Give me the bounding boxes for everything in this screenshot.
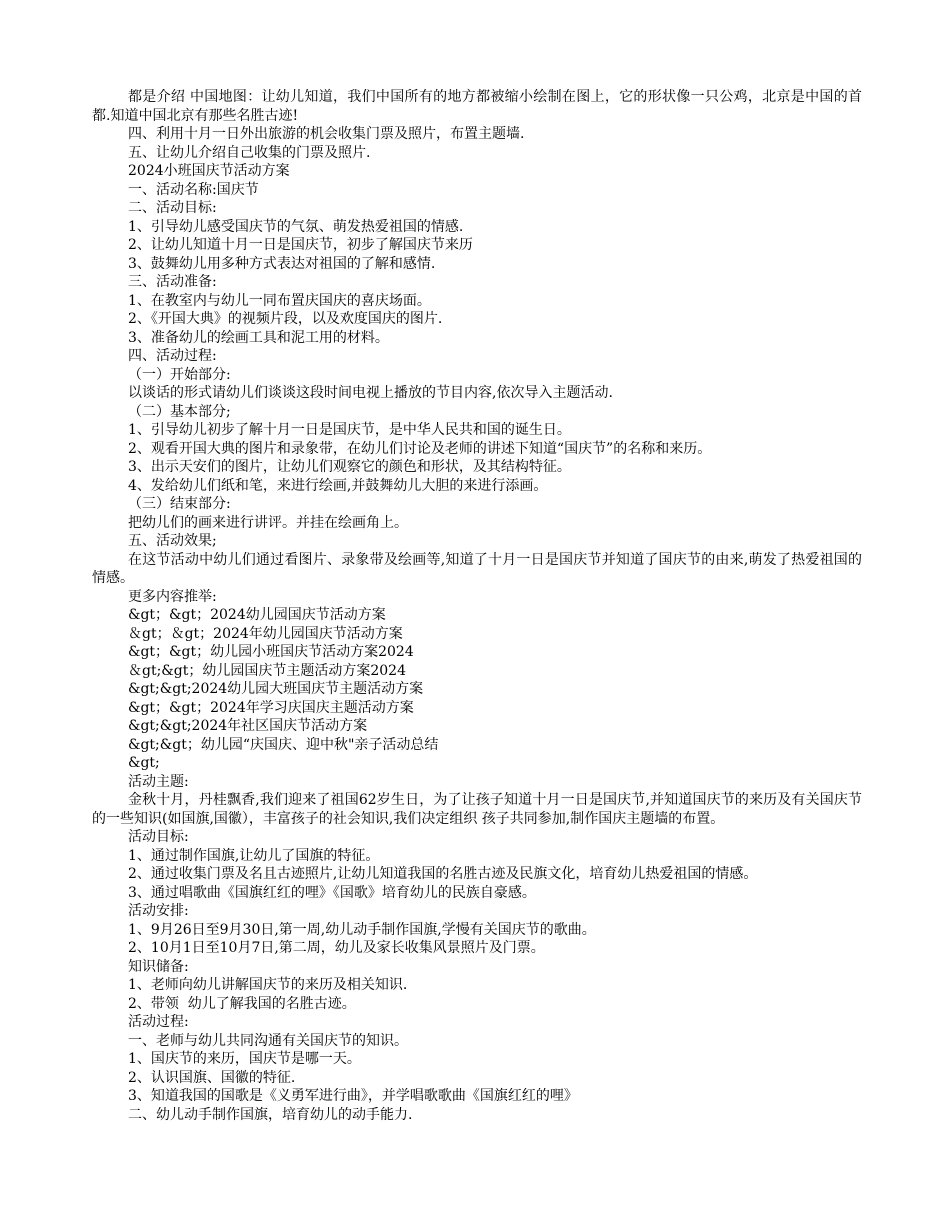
text-line: 3、准备幼儿的绘画工具和泥工用的材料。: [128, 329, 389, 346]
text-line: 1、在教室内与幼儿一同布置庆国庆的喜庆场面。: [128, 292, 431, 309]
text-line: （一）开始部分:: [128, 366, 231, 383]
text-line: 2、观看开国大典的图片和录象带，在幼儿们讨论及老师的讲述下知道“国庆节”的名称和来历。: [128, 440, 712, 457]
text-line: 以谈话的形式请幼儿们谈谈这段时间电视上播放的节目内容,依次导入主题活动.: [128, 385, 613, 401]
text-line: 2、让幼儿知道十月一日是国庆节，初步了解国庆节来历: [128, 237, 473, 253]
text-line: 四、利用十月一日外出旅游的机会收集门票及照片，布置主题墙.: [128, 126, 525, 142]
text-line: 活动安排:: [128, 903, 189, 919]
text-line: 1、9月26日至9月30日,第一周,幼儿动手制作国旗,学慢有关国庆节的歌曲。: [128, 921, 596, 938]
text-line: &gt;&gt;2024幼儿园大班国庆节主题活动方案: [128, 681, 424, 697]
text-line: 二、活动目标:: [128, 200, 217, 216]
text-line: ＆gt;&gt；幼儿园国庆节主题活动方案2024: [128, 662, 406, 679]
text-line: &gt;&gt；幼儿园“庆国庆、迎中秋"亲子活动总结: [128, 736, 439, 753]
text-line: &gt;&gt;2024年社区国庆节活动方案: [128, 718, 368, 734]
text-line: &gt；&gt；2024幼儿园国庆节活动方案: [128, 607, 386, 623]
text-line: 三、活动准备:: [128, 274, 217, 290]
text-line: 活动目标:: [128, 829, 189, 845]
text-line: 4、发给幼儿们纸和笔，来进行绘画,并鼓舞幼儿大胆的来进行添画。: [128, 477, 548, 494]
text-line: 1、老师向幼儿讲解国庆节的来历及相关知识.: [128, 977, 408, 993]
text-line: 活动过程:: [128, 1014, 189, 1030]
text-line: 五、让幼儿介绍自己收集的门票及照片.: [128, 144, 371, 161]
text-line: ＆gt；＆gt；2024年幼儿园国庆节活动方案: [128, 625, 403, 642]
text-line: 2、认识国旗、国徽的特征.: [128, 1069, 296, 1086]
text-line: （二）基本部分;: [128, 403, 231, 420]
text-line: 更多内容推举:: [128, 588, 217, 605]
paragraph: 都是介绍 中国地图：让幼儿知道，我们中国所有的地方都被缩小绘制在图上，它的形状像一只公鸡，北京是中国的首都.知道中国北京有那些名胜古迹!: [92, 89, 862, 124]
document-body: [92, 88, 862, 1124]
paragraph: 在这节活动中幼儿们通过看图片、录象带及绘画等,知道了十月一日是国庆节并知道了国庆节的由来,萌发了热爱祖国的情感。: [92, 551, 862, 586]
text-line: 2、《开国大典》的视频片段，以及欢度国庆的图片.: [128, 311, 443, 327]
text-line: 3、知道我国的国歌是《义勇军进行曲》，并学唱歌歌曲《国旗红红的哩》: [128, 1088, 578, 1104]
text-line: 五、活动效果;: [128, 533, 217, 549]
text-line: 把幼儿们的画来进行讲评。并挂在绘画角上。: [128, 514, 408, 531]
text-line: 活动主题:: [128, 773, 189, 790]
text-line: 3、出示天安们的图片，让幼儿们观察它的颜色和形状，及其结构特征。: [128, 459, 571, 475]
text-line: 3、通过唱歌曲《国旗红红的哩》《国歌》培育幼儿的民族自豪感。: [128, 884, 536, 901]
text-line: 2024小班国庆节活动方案: [128, 163, 290, 179]
text-line: （三）结束部分:: [128, 496, 231, 512]
text-line: 知识储备:: [128, 958, 189, 975]
text-line: 四、活动过程:: [128, 348, 217, 364]
text-line: &gt;: [128, 755, 160, 771]
text-line: 一、活动名称:国庆节: [128, 181, 259, 198]
text-line: 二、幼儿动手制作国旗，培育幼儿的动手能力.: [128, 1106, 413, 1123]
text-line: 1、通过制作国旗,让幼儿了国旗的特征。: [128, 847, 380, 864]
text-line: 2、10月1日至10月7日,第二周，幼儿及家长收集风景照片及门票。: [128, 940, 545, 956]
text-line: 1、引导幼儿初步了解十月一日是国庆节，是中华人民共和国的诞生日。: [128, 422, 571, 438]
text-line: 2、通过收集门票及名且古迹照片,让幼儿知道我国的名胜古迹及民旗文化，培育幼儿热爱祖国的情感。: [128, 866, 758, 882]
text-line: 3、鼓舞幼儿用多种方式表达对祖国的了解和感情.: [128, 255, 436, 272]
text-line: 一、老师与幼儿共同沟通有关国庆节的知识。: [128, 1032, 408, 1049]
text-line: &gt；&gt；2024年学习庆国庆主题活动方案: [128, 699, 414, 716]
text-line: 1、国庆节的来历，国庆节是哪一天。: [128, 1051, 361, 1067]
text-line: &gt；&gt；幼儿园小班国庆节活动方案2024: [128, 644, 414, 660]
text-line: 2、带领 幼儿了解我国的名胜古迹。: [128, 995, 356, 1012]
text-line: 1、引导幼儿感受国庆节的气氛、萌发热爱祖国的情感.: [128, 218, 464, 235]
paragraph: 金秋十月，丹桂飘香,我们迎来了祖国62岁生日，为了让孩子知道十月一日是国庆节,并知道国庆节的来历及有关国庆节的一些知识(如国旗,国徽），丰富孩子的社会知识,我们决定组织 孩子共同参加,制作国庆主题墙的布置。: [92, 792, 862, 827]
